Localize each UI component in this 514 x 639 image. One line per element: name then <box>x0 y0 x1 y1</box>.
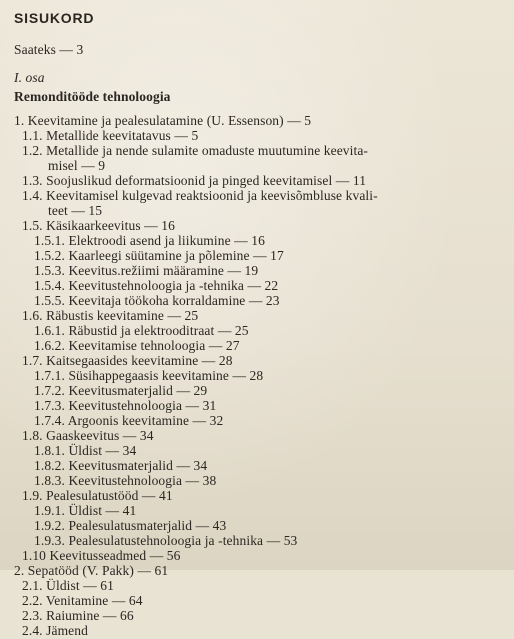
toc-entry: 1.9.1. Üldist — 41 <box>34 503 137 518</box>
toc-entry: 1.8.2. Keevitusmaterjalid — 34 <box>34 458 208 473</box>
toc-entry: 1.8.1. Üldist — 34 <box>34 443 137 458</box>
toc-entry: 1.7.3. Keevitustehnoloogia — 31 <box>34 398 217 413</box>
section-title: Remonditööde tehnoloogia <box>14 89 171 104</box>
toc-entry: 1.9. Pealesulatustööd — 41 <box>22 488 173 503</box>
toc-entry: 1.3. Soojuslikud deformatsioonid ja pinged keevitamisel — 11 <box>22 173 367 188</box>
toc-entry: 1.7.2. Keevitusmaterjalid — 29 <box>34 383 208 398</box>
page-title: SISUKORD <box>14 10 95 26</box>
toc-entry: 1.8. Gaaskeevitus — 34 <box>22 428 154 443</box>
toc-entry: 1.5.5. Keevitaja töökoha korraldamine — 23 <box>34 293 280 308</box>
toc-entry: 1.8.3. Keevitustehnoloogia — 38 <box>34 473 217 488</box>
toc-entry: 2.4. Jämend <box>22 623 88 638</box>
part-label: I. osa <box>14 70 45 85</box>
toc-entry: 1.5.2. Kaarleegi süütamine ja põlemine — 17 <box>34 248 284 263</box>
toc-entry: 2.3. Raiumine — 66 <box>22 608 134 623</box>
toc-entry: 2.1. Üldist — 61 <box>22 578 114 593</box>
toc-entry: 1.1. Metallide keevitatavus — 5 <box>22 128 199 143</box>
toc-entry: 2. Sepatööd (V. Pakk) — 61 <box>14 563 169 578</box>
preface-entry: Saateks — 3 <box>14 42 84 57</box>
toc-entry: 1.6.2. Keevitamise tehnoloogia — 27 <box>34 338 240 353</box>
toc-entry: 1.5.3. Keevitus.režiimi määramine — 19 <box>34 263 259 278</box>
toc-entry: 1.5. Käsikaarkeevitus — 16 <box>22 218 175 233</box>
toc-entry: 1.7.1. Süsihappegaasis keevitamine — 28 <box>34 368 264 383</box>
toc-entry: 1.7. Kaitsegaasides keevitamine — 28 <box>22 353 233 368</box>
toc-entry: teet — 15 <box>48 203 103 218</box>
toc-entry: 1. Keevitamine ja pealesulatamine (U. Essenson) — 5 <box>14 113 312 128</box>
toc-entry: 1.4. Keevitamisel kulgevad reaktsioonid ja keevisõmbluse kvali- <box>22 188 378 203</box>
toc-entry: misel — 9 <box>48 158 106 173</box>
toc-entry: 1.6. Räbustis keevitamine — 25 <box>22 308 199 323</box>
toc-entry: 1.5.1. Elektroodi asend ja liikumine — 16 <box>34 233 265 248</box>
toc-entry: 1.6.1. Räbustid ja elektrooditraat — 25 <box>34 323 249 338</box>
toc-entry: 1.5.4. Keevitustehnoloogia ja -tehnika — 22 <box>34 278 279 293</box>
toc-entry: 1.9.2. Pealesulatusmaterjalid — 43 <box>34 518 227 533</box>
toc-entry: 1.10 Keevitusseadmed — 56 <box>22 548 181 563</box>
toc-entry: 1.2. Metallide ja nende sulamite omaduste muutumine keevita- <box>22 143 369 158</box>
toc-entry: 1.7.4. Argoonis keevitamine — 32 <box>34 413 224 428</box>
toc-entry: 1.9.3. Pealesulatustehnoloogia ja -tehnika — 53 <box>34 533 298 548</box>
toc-entry: 2.2. Venitamine — 64 <box>22 593 143 608</box>
